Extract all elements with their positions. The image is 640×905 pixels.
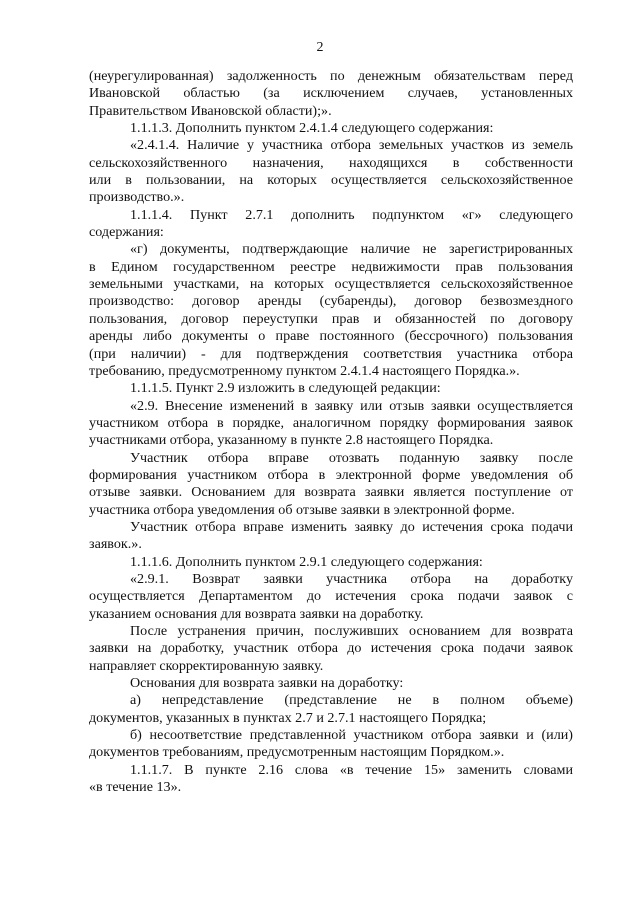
text-line: «2.9. Внесение изменений в заявку или отзыв заявки осуществляется bbox=[130, 397, 573, 414]
document-body bbox=[89, 68, 573, 796]
text-line: «2.9.1. Возврат заявки участника отбора на доработку bbox=[130, 570, 573, 587]
text-line: производство: договор аренды (субаренды), договор безвозмездного bbox=[89, 293, 573, 310]
text-line: сельскохозяйственного назначения, находящихся в собственности bbox=[89, 154, 573, 171]
text-line: документов требованиям, предусмотренным настоящим Порядком.». bbox=[89, 744, 505, 761]
text-line: Ивановской областью (за исключением случаев, установленных bbox=[89, 85, 573, 102]
text-line: а) непредставление (представление не в полном объеме) bbox=[130, 692, 573, 709]
text-line: содержания: bbox=[89, 224, 164, 241]
text-line: б) несоответствие представленной участником отбора заявки и (или) bbox=[130, 727, 573, 744]
text-line: заявок.». bbox=[89, 536, 142, 553]
text-line: земельными участками, на которых осуществляется сельскохозяйственное bbox=[89, 276, 573, 293]
text-line: документов, указанных в пунктах 2.7 и 2.7.1 настоящего Порядка; bbox=[89, 709, 487, 726]
text-line: 1.1.1.6. Дополнить пунктом 2.9.1 следующего содержания: bbox=[130, 553, 483, 570]
text-line: отзыве заявки. Основанием для возврата заявки является поступление от bbox=[89, 484, 573, 501]
text-line: 1.1.1.3. Дополнить пунктом 2.4.1.4 следующего содержания: bbox=[130, 120, 494, 137]
page-number: 2 bbox=[316, 40, 324, 55]
text-line: 1.1.1.7. В пункте 2.16 слова «в течение 15» заменить словами bbox=[130, 761, 573, 778]
text-line: «г) документы, подтверждающие наличие не зарегистрированных bbox=[130, 241, 573, 258]
text-line: или в пользовании, на которых осуществляется сельскохозяйственное bbox=[89, 172, 573, 189]
text-line: Участник отбора вправе изменить заявку до истечения срока подачи bbox=[130, 518, 573, 535]
text-line: в Едином государственном реестре недвижимости прав пользования bbox=[89, 258, 573, 275]
text-line: «2.4.1.4. Наличие у участника отбора земельных участков из земель bbox=[130, 137, 573, 154]
text-line: (при наличии) - для подтверждения соответствия участника отбора bbox=[89, 345, 573, 362]
text-line: требованию, предусмотренному пунктом 2.4.1.4 настоящего Порядка.». bbox=[89, 362, 520, 379]
text-line: участником отбора в порядке, аналогичном порядку формирования заявок bbox=[89, 414, 573, 431]
text-line: производство.». bbox=[89, 189, 185, 206]
text-line: (неурегулированная) задолженность по денежным обязательствам перед bbox=[89, 68, 573, 84]
text-line: После устранения причин, послуживших основанием для возврата bbox=[130, 623, 573, 639]
text-line: заявки на доработку, участник отбора до истечения срока подачи заявок bbox=[89, 640, 573, 657]
text-line: направляет скорректированную заявку. bbox=[89, 657, 324, 674]
text-line: осуществляется Департаментом до истечения срока подачи заявок с bbox=[89, 588, 573, 605]
text-line: 1.1.1.4. Пункт 2.7.1 дополнить подпунктом «г» следующего bbox=[130, 206, 573, 223]
text-line: Основания для возврата заявки на доработку: bbox=[130, 675, 404, 692]
text-line: аренды либо документы о праве постоянного (бессрочного) пользования bbox=[89, 328, 573, 345]
text-line: формирования участником отбора в электронной форме уведомления об bbox=[89, 466, 573, 483]
text-line: участника отбора уведомления об отзыве заявки в электронной форме. bbox=[89, 501, 515, 518]
text-line: участниками отбора, указанному в пункте 2.8 настоящего Порядка. bbox=[89, 432, 494, 449]
text-line: 1.1.1.5. Пункт 2.9 изложить в следующей редакции: bbox=[130, 380, 441, 397]
text-line: пользования, договор переуступки прав и обязанностей по договору bbox=[89, 310, 573, 327]
text-line: Участник отбора вправе отозвать поданную заявку после bbox=[130, 449, 573, 466]
text-line: Правительством Ивановской области);». bbox=[89, 102, 332, 119]
text-line: указанием основания для возврата заявки на доработку. bbox=[89, 605, 424, 622]
text-line: «в течение 13». bbox=[89, 779, 182, 796]
